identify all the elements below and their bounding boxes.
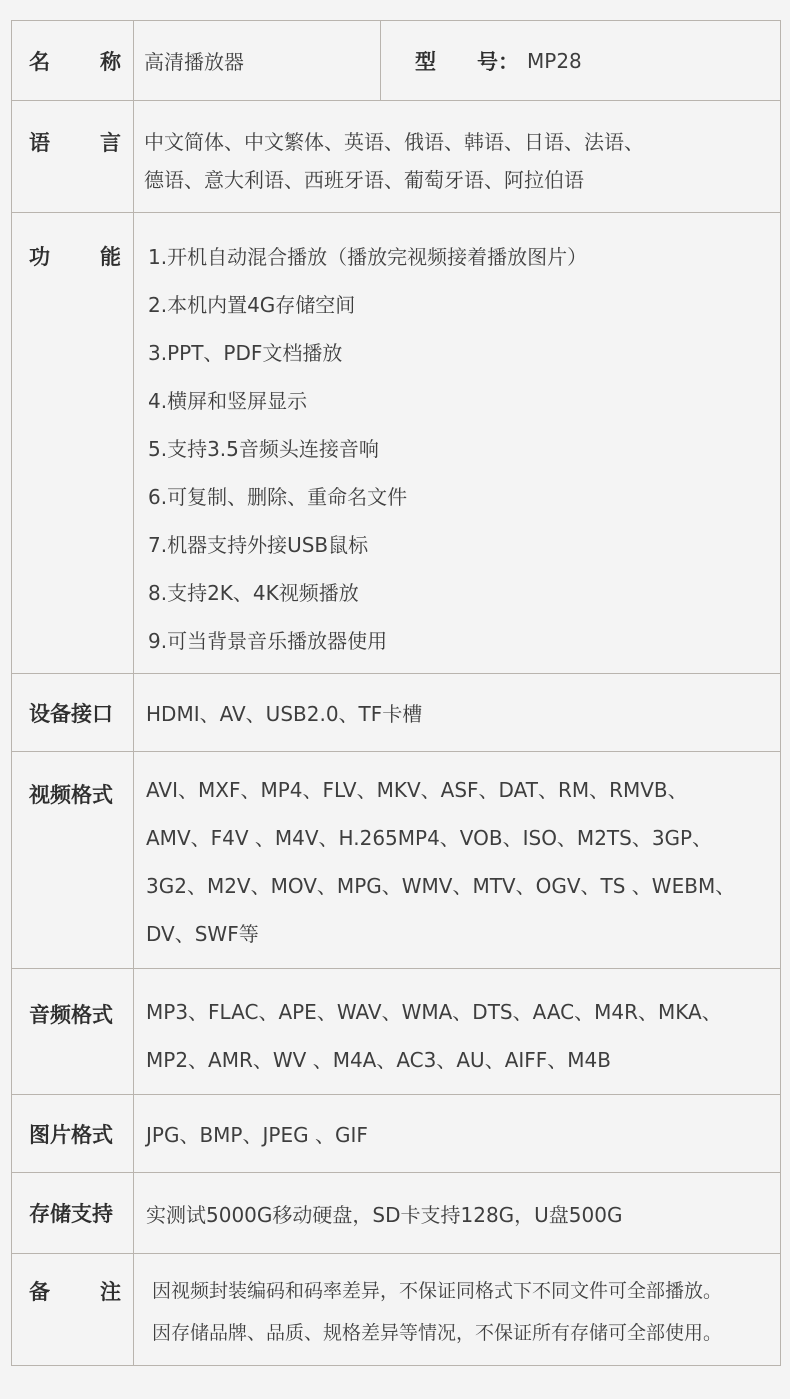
interface-value: HDMI、AV、USB2.0、TF卡槽: [146, 702, 423, 726]
image-format-label: 图片格式: [12, 1095, 134, 1172]
language-label: [12, 101, 134, 212]
function-item: 4.横屏和竖屏显示: [148, 389, 308, 413]
function-label: [12, 213, 134, 673]
model-label-char-1: 型: [415, 49, 436, 74]
video-format-line: AMV、F4V 、M4V、H.265MP4、VOB、ISO、M2TS、3GP、: [146, 826, 713, 850]
row-function: [12, 213, 780, 674]
spec-table: [11, 20, 781, 1366]
video-format-label: 视频格式: [12, 752, 134, 968]
name-value: 高清播放器: [134, 21, 381, 100]
name-label: [12, 21, 134, 100]
image-format-value: JPG、BMP、JPEG 、GIF: [146, 1123, 368, 1147]
note-line: 因视频封装编码和码率差异，不保证同格式下不同文件可全部播放。: [152, 1280, 723, 1302]
function-item: 2.本机内置4G存储空间: [148, 293, 356, 317]
note-line: 因存储品牌、品质、规格差异等情况，不保证所有存储可全部使用。: [152, 1322, 723, 1344]
row-language: [12, 101, 780, 213]
note-value: [134, 1254, 780, 1365]
audio-format-value: [134, 969, 780, 1094]
row-video-format: [12, 752, 780, 969]
video-format-line: AVI、MXF、MP4、FLV、MKV、ASF、DAT、RM、RMVB、: [146, 778, 688, 802]
audio-format-line: MP2、AMR、WV 、M4A、AC3、AU、AIFF、M4B: [146, 1048, 611, 1072]
model-label: [415, 46, 519, 76]
language-label-char-1: 语: [29, 131, 50, 155]
row-note: [12, 1254, 780, 1366]
storage-value: 实测试5000G移动硬盘，SD卡支持128G，U盘500G: [146, 1202, 623, 1227]
model-cell: [381, 21, 780, 100]
row-image-format: [12, 1095, 780, 1173]
model-value: MP28: [527, 48, 582, 73]
function-item: 9.可当背景音乐播放器使用: [148, 629, 388, 653]
language-line: 德语、意大利语、西班牙语、葡萄牙语、阿拉伯语: [144, 168, 584, 192]
video-format-value: [134, 752, 780, 968]
name-label-char-2: 称: [100, 49, 121, 74]
video-format-line: 3G2、M2V、MOV、MPG、WMV、MTV、OGV、TS 、WEBM、: [146, 874, 736, 898]
model-label-char-2: 号：: [477, 49, 519, 74]
note-label-char-1: 备: [29, 1280, 50, 1304]
function-item: 5.支持3.5音频头连接音响: [148, 437, 379, 461]
row-name-model: [12, 21, 780, 101]
function-item: 7.机器支持外接USB鼠标: [148, 533, 369, 557]
note-label: [12, 1254, 134, 1365]
audio-format-label: 音频格式: [12, 969, 134, 1094]
interface-label: 设备接口: [12, 674, 134, 751]
function-label-char-1: 功: [29, 245, 50, 269]
function-label-char-2: 能: [100, 245, 121, 269]
function-item: 8.支持2K、4K视频播放: [148, 581, 359, 605]
row-audio-format: [12, 969, 780, 1095]
storage-label: 存储支持: [12, 1173, 134, 1253]
function-list: [134, 213, 780, 673]
function-item: 3.PPT、PDF文档播放: [148, 341, 343, 365]
audio-format-line: MP3、FLAC、APE、WAV、WMA、DTS、AAC、M4R、MKA、: [146, 1000, 722, 1024]
function-item: 1.开机自动混合播放（播放完视频接着播放图片）: [148, 245, 588, 269]
language-line: 中文简体、中文繁体、英语、俄语、韩语、日语、法语、: [144, 130, 644, 154]
language-label-char-2: 言: [100, 131, 121, 155]
name-model-content: [134, 21, 780, 100]
language-value: [134, 101, 780, 212]
function-item: 6.可复制、删除、重命名文件: [148, 485, 408, 509]
video-format-line: DV、SWF等: [146, 922, 259, 946]
note-label-char-2: 注: [100, 1280, 121, 1304]
row-interface: [12, 674, 780, 752]
name-label-char-1: 名: [29, 49, 50, 74]
row-storage: [12, 1173, 780, 1254]
